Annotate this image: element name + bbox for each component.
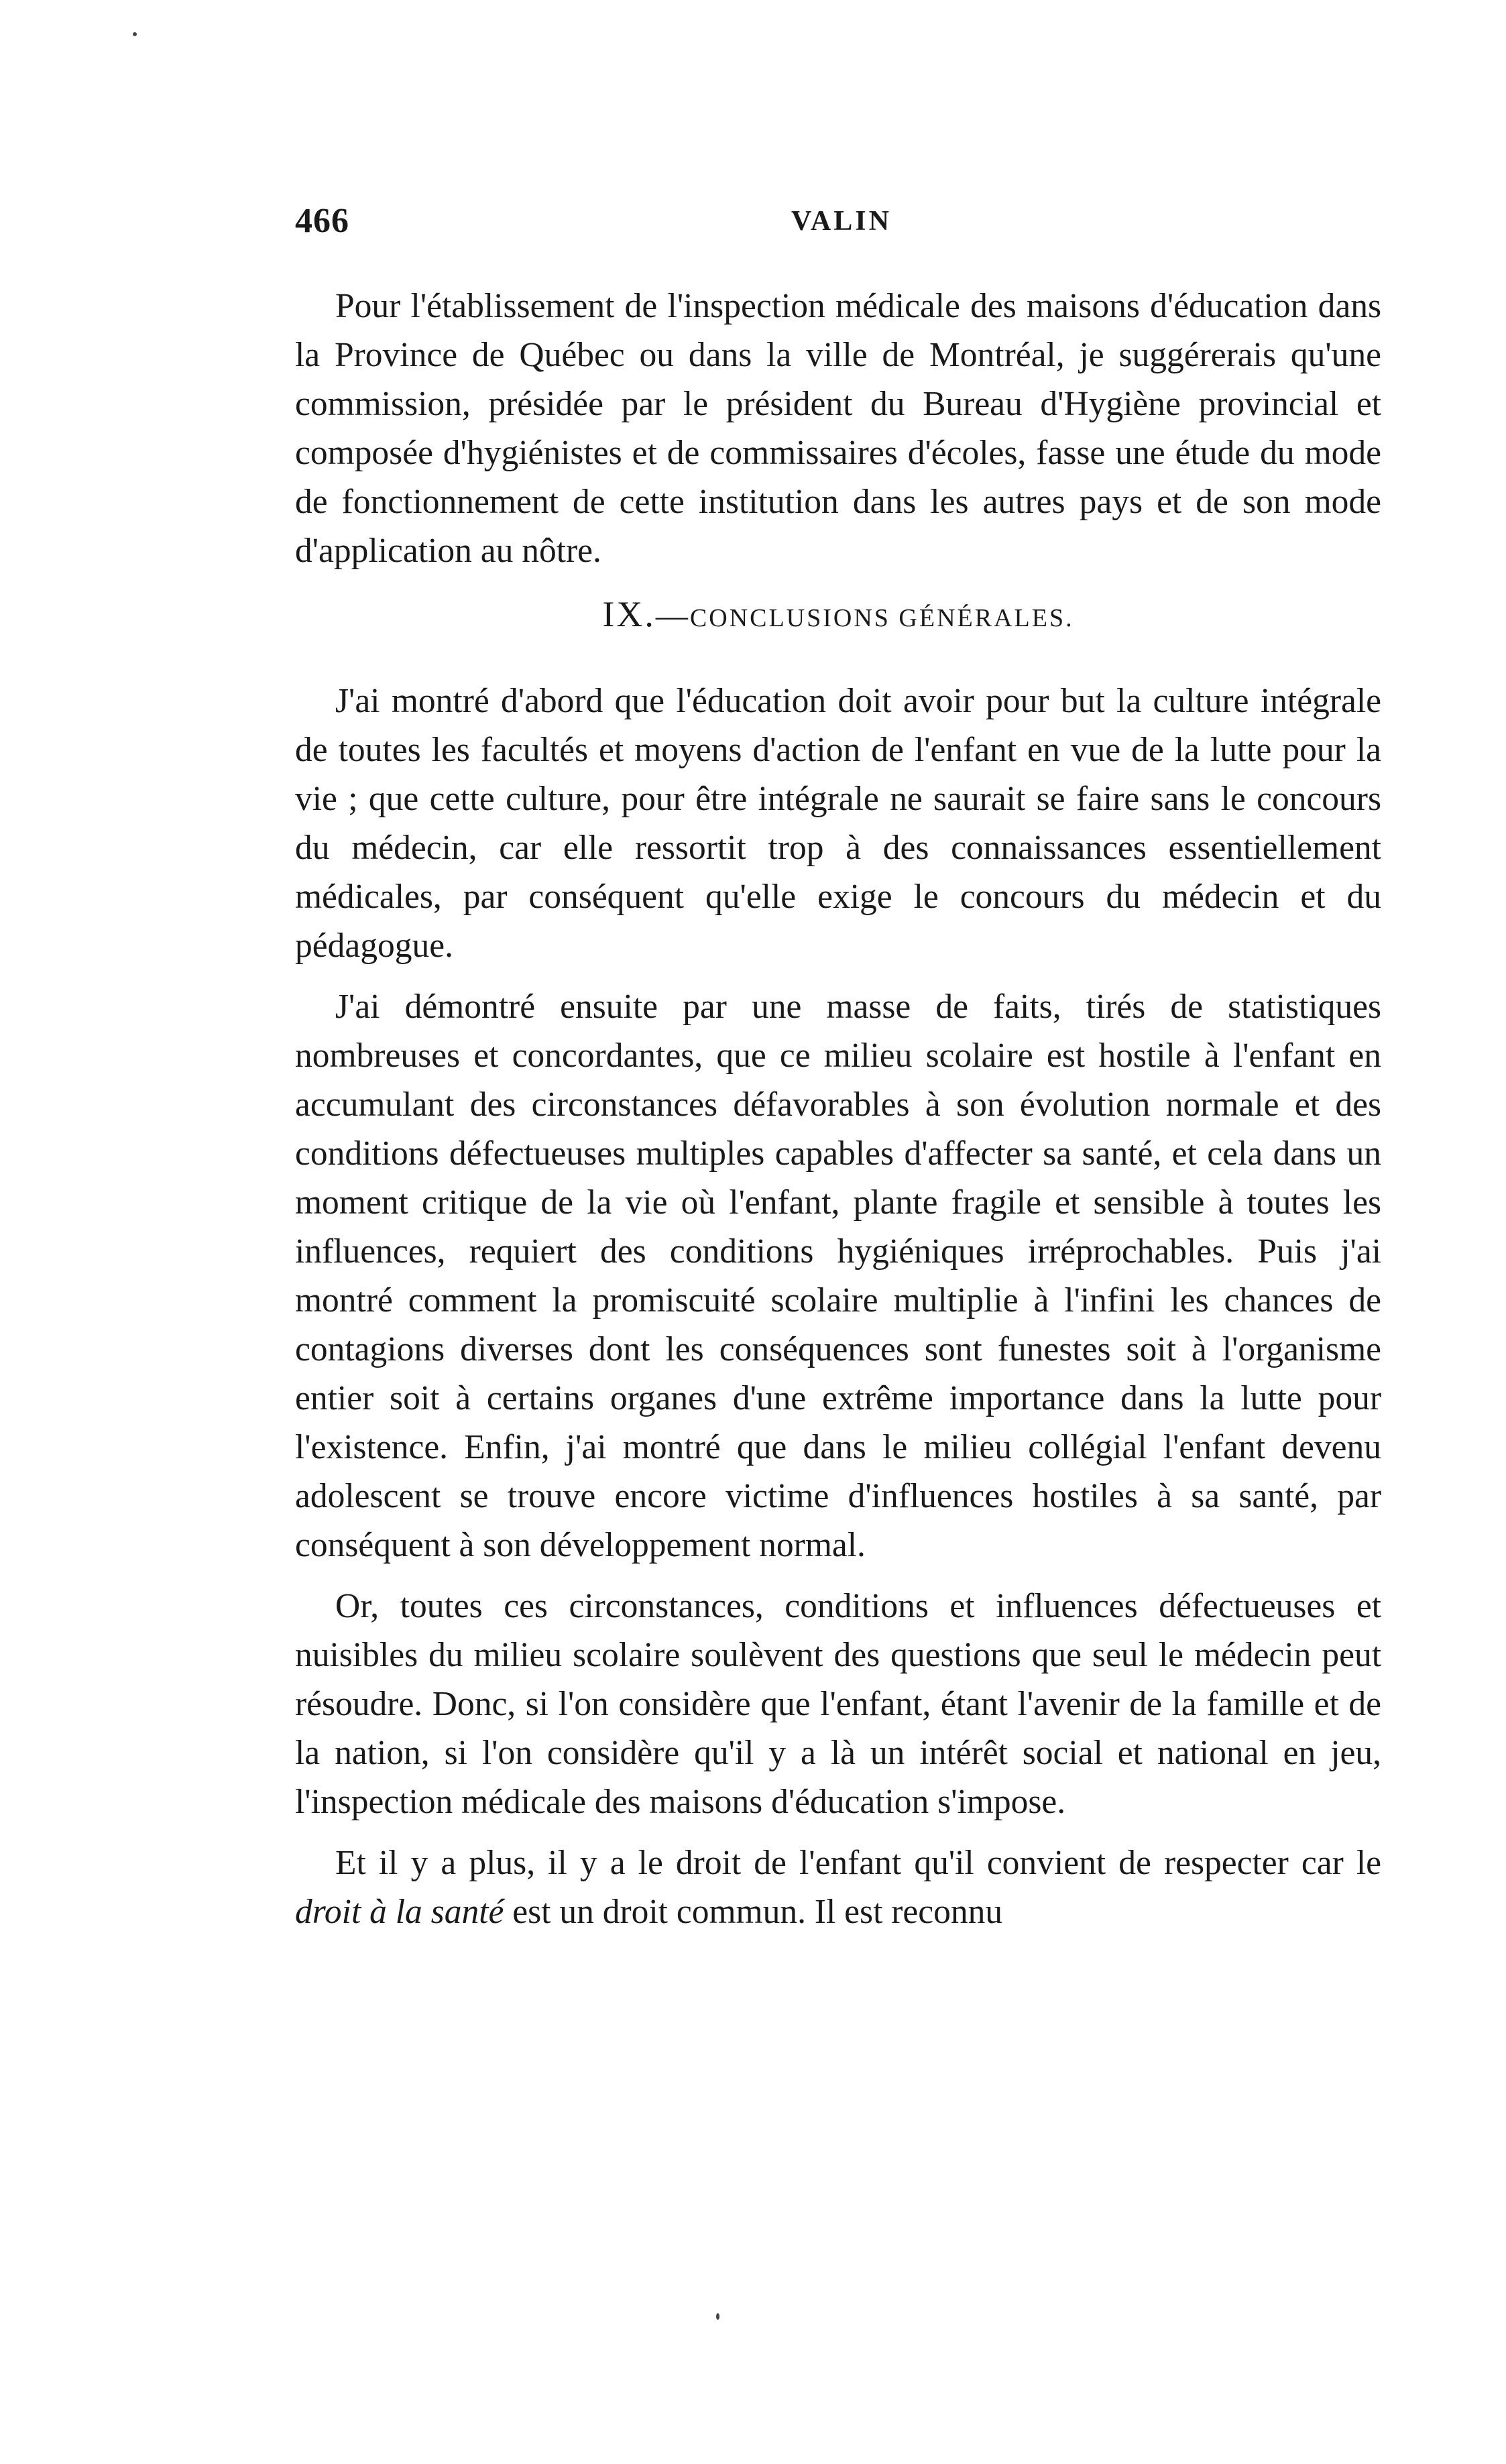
section-heading — [295, 590, 1381, 643]
scan-speck — [133, 32, 137, 36]
paragraph-education-aim: J'ai montré d'abord que l'éducation doit avoir pour but la culture intégrale de toutes les facultés et moyens d'action de l'enfant en vue de la lutte pour la vie ; que cette culture, pour être intégrale ne saurait se faire sans le concours du médecin, car elle ressortit trop à des connaissances essentiellement médicales, par conséquent qu'elle exige le concours du médecin et du pédagogue. — [295, 682, 1381, 965]
paragraph-inspection-proposal: Pour l'établissement de l'inspection médicale des maisons d'éducation dans la Province de Québec ou dans la ville de Montréal, je suggérerais qu'une commission, présidée par le président du Bureau d'Hygiène provincial et composée d'hygiénistes et de commissaires d'écoles, fasse une étude du mode de fonctionnement de cette institution dans les autres pays et de son mode d'application au nôtre. — [295, 287, 1381, 570]
section-dash: — — [655, 598, 690, 634]
paragraph-medical-inspection-conclusion: Or, toutes ces circonstances, conditions et influences défectueuses et nuisibles du milieu scolaire soulèvent des questions que seul le médecin peut résoudre. Donc, si l'on considère que l'enfant, étant l'avenir de la famille et de la nation, si l'on considère qu'il y a là un intérêt social et national en jeu, l'inspection médicale des maisons d'éducation s'impose. — [295, 1587, 1381, 1821]
body-text — [295, 282, 1381, 1936]
paragraph-school-environment: J'ai démontré ensuite par une masse de faits, tirés de statistiques nombreuses et concordantes, que ce milieu scolaire est hostile à l'enfant en accumulant des circonstances défavorables à son évolution normale et des conditions défectueuses multiples capables d'affecter sa santé, et cela dans un moment critique de la vie où l'enfant, plante fragile et sensible à toutes les influences, requiert des conditions hygiéniques irréprochables. Puis j'ai montré comment la promiscuité scolaire multiplie à l'infini les chances de contagions diverses dont les conséquences sont funestes soit à l'organisme entier soit à certains organes d'une extrême importance dans la lutte pour l'existence. Enfin, j'ai montré que dans le milieu collégial l'enfant devenu adolescent se trouve encore victime d'influences hostiles à sa santé, par conséquent à son développement normal. — [295, 988, 1381, 1564]
paragraph-child-right-start: Et il y a plus, il y a le droit de l'enfant qu'il convient de respecter car le — [335, 1844, 1381, 1882]
paragraph-child-right-italic: droit à la santé — [295, 1893, 504, 1931]
running-header — [295, 201, 1408, 255]
section-title: CONCLUSIONS GÉNÉRALES. — [689, 604, 1074, 632]
page-number: 466 — [295, 202, 349, 240]
scan-speck — [716, 2313, 719, 2320]
paragraph-child-right-end: est un droit commun. Il est reconnu — [504, 1893, 1003, 1931]
section-number: IX. — [602, 594, 656, 634]
paragraph-child-right — [295, 1838, 1381, 1936]
running-title: VALIN — [791, 206, 892, 237]
